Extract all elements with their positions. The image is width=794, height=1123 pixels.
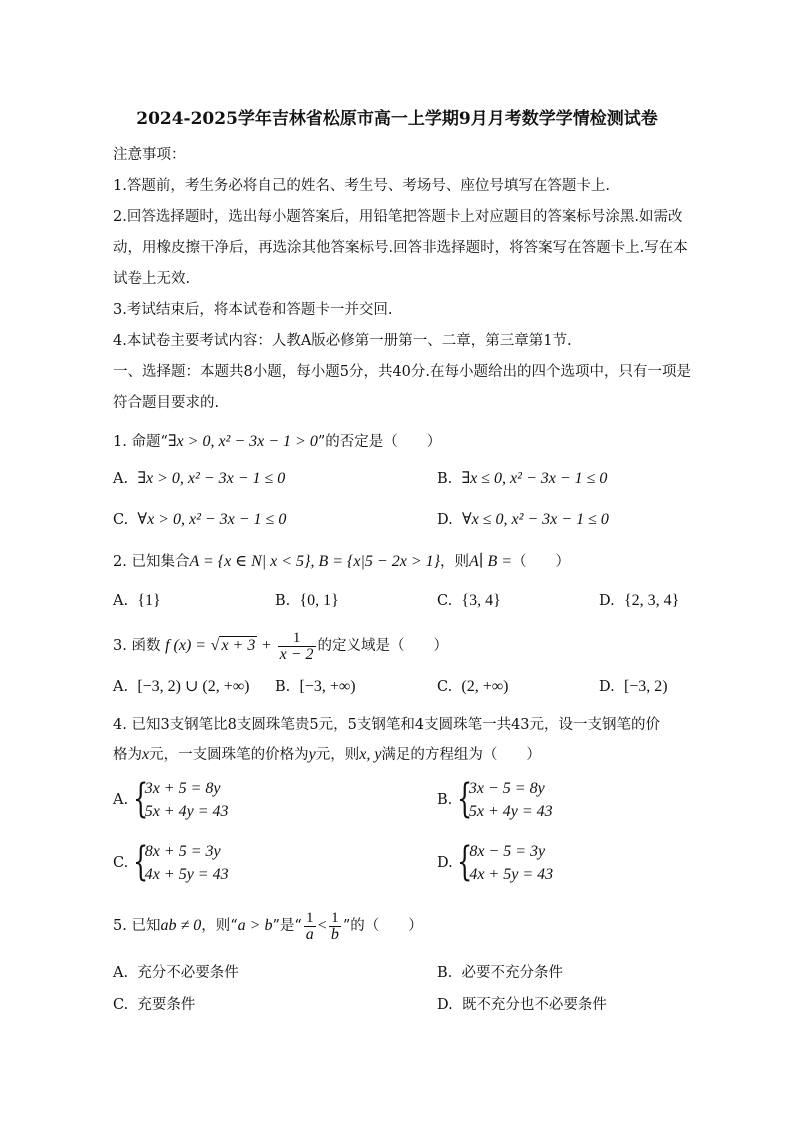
section-heading: 符合题目要求的. <box>113 395 220 411</box>
q5-option-a[interactable]: A. 充分不必要条件 <box>113 965 239 981</box>
q2-option-d[interactable]: D. {2, 3, 4} <box>599 592 680 609</box>
q5-option-b[interactable]: B. 必要不充分条件 <box>437 965 563 981</box>
q5-option-d[interactable]: D. 既不充分也不必要条件 <box>437 997 607 1013</box>
question-1 <box>113 432 441 452</box>
note-line: 动，用橡皮擦干净后，再选涂其他答案标号.回答非选择题时，将答案写在答题卡上.写在本 <box>113 240 688 256</box>
q1-option-c[interactable]: C. ∀x > 0, x² − 3x − 1 ≤ 0 <box>113 511 287 528</box>
q3-option-a[interactable]: A. [−3, 2) ∪ (2, +∞) <box>113 678 250 695</box>
q1-option-d[interactable]: D. ∀x ≤ 0, x² − 3x − 1 ≤ 0 <box>437 511 609 528</box>
q1-suffix: ”的否定是（ ） <box>317 434 442 450</box>
q1-option-a[interactable]: A. ∃x > 0, x² − 3x − 1 ≤ 0 <box>113 470 286 487</box>
note-line: 试卷上无效. <box>113 271 191 287</box>
q2-option-c[interactable]: C. {3, 4} <box>437 592 501 609</box>
question-4-line-2: 格为x元，一支圆珠笔的价格为y元，则x, y满足的方程组为（ ） <box>113 746 541 763</box>
q5-fraction-b: $\frac{1}{b}$ <box>330 909 339 943</box>
q3-option-b[interactable]: B. [−3, +∞) <box>275 678 356 695</box>
note-line: 3.考试结束后，将本试卷和答题卡一并交回. <box>113 302 393 318</box>
q4-option-c[interactable]: C. { 8x + 5 = 3y 4x + 5y = 43 <box>113 839 229 885</box>
question-3: 3. 函数 f (x) = √ x + 3 + $\frac{1}{x - 2}$ 的定义域是（ ） <box>113 629 449 663</box>
q3-function: f (x) = <box>165 637 207 654</box>
q2-option-a[interactable]: A. {1} <box>113 592 161 609</box>
q1-prefix: 1. 命题“ <box>113 434 168 450</box>
q1-expr: ∃x > 0, x² − 3x − 1 > 0 <box>167 433 318 450</box>
question-2: 2. 已知集合A = {x ∈ N| x < 5}, B = {x|5 − 2x > 1}，则A∣ B =（ ） <box>113 553 571 570</box>
q4-option-d[interactable]: D. { 8x − 5 = 3y 4x + 5y = 43 <box>437 839 554 885</box>
q2-option-b[interactable]: B. {0, 1} <box>275 592 339 609</box>
q2-expr2: A∣ B = <box>469 553 513 570</box>
q2-expr: A = {x ∈ N| x < 5}, B = {x|5 − 2x > 1} <box>189 553 441 570</box>
page-title: 2024-2025学年吉林省松原市高一上学期9月月考数学学情检测试卷 <box>136 109 658 129</box>
q3-fraction: $\frac{1}{x - 2}$ <box>279 629 314 663</box>
question-5: 5. 已知ab ≠ 0，则“a > b”是“ $\frac{1}{a}$ < $\frac{1}{b}$ ”的（ ） <box>113 909 423 943</box>
q1-option-b[interactable]: B. ∃x ≤ 0, x² − 3x − 1 ≤ 0 <box>437 470 608 487</box>
q5-fraction-a: $\frac{1}{a}$ <box>305 909 314 943</box>
q3-sqrt: x + 3 <box>221 637 256 654</box>
q3-option-d[interactable]: D. [−3, 2) <box>599 678 668 695</box>
q5-option-c[interactable]: C. 充要条件 <box>113 997 196 1013</box>
q3-option-c[interactable]: C. (2, +∞) <box>437 678 509 695</box>
note-line: 2.回答选择题时，选出每小题答案后，用铅笔把答题卡上对应题目的答案标号涂黑.如需改 <box>113 209 683 225</box>
note-line: 4.本试卷主要考试内容：人教A版必修第一册第一、二章，第三章第1节. <box>113 333 572 349</box>
notice-heading: 注意事项： <box>113 147 186 163</box>
q4-option-b[interactable]: B. { 3x − 5 = 8y 5x + 4y = 43 <box>437 776 553 822</box>
q4-option-a[interactable]: A. { 3x + 5 = 8y 5x + 4y = 43 <box>113 776 229 822</box>
question-4-line-1: 4. 已知3支钢笔比8支圆珠笔贵5元，5支钢笔和4支圆珠笔一共43元，设一支钢笔的价 <box>113 717 661 733</box>
section-heading: 一、选择题：本题共8小题，每小题5分，共40分.在每小题给出的四个选项中，只有一项是 <box>113 364 692 380</box>
note-line: 1.答题前，考生务必将自己的姓名、考生号、考场号、座位号填写在答题卡上. <box>113 178 610 194</box>
